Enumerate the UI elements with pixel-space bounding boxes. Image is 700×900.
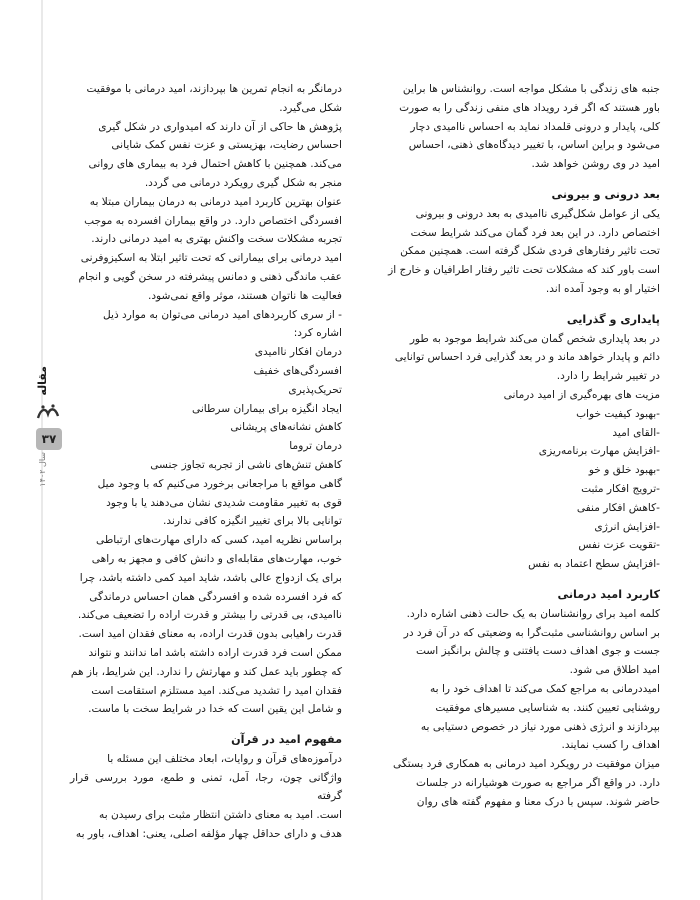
heading-stability: پایداری و گذرایی: [566, 312, 660, 326]
paragraph-line: جست و جوی اهداف دست یافتنی و چالش برانگیز است: [415, 645, 660, 658]
paragraph-line: خوب، مهارت‌های مقابله‌ای و دانش کافی و مجهز به راهی: [91, 552, 342, 565]
paragraph-line: براساس نظریه امید، کسی که دارای مهارت‌های ارتباطی: [96, 534, 342, 547]
paragraph-line: اختیار او به وجود آمده اند.: [545, 282, 660, 295]
paragraph-line: دارد. در واقع اگر مراجع به صورت هوشیارانه در جلسات: [415, 776, 660, 789]
paragraph-line: است. امید به معنای داشتن انتظار مثبت برای رسیدن به: [99, 809, 342, 822]
paragraph-line: منجر به شکل گیری رویکرد درمانی می گردد.: [144, 176, 342, 189]
paragraph-line: فعالیت ها ناتوان هستند، موثر واقع نمی‌شود.: [147, 289, 342, 302]
paragraph-line: است باور کند که مشکلات تحت تاثیر رفتار اطرافیان و خارج از: [388, 264, 660, 277]
paragraph-line: بپردازند و انرژی ذهنی مورد نیاز در خصوص دستیابی به: [420, 720, 660, 733]
right-intro: [388, 80, 660, 174]
paragraph-line: روشنایی تعیین کنند. به شناسایی مسیرهای موفقیت: [435, 701, 660, 714]
list-item: -بهبود خلق و خو: [588, 464, 660, 477]
list-item: -افزایش سطح اعتماد به نفس: [528, 558, 660, 571]
paragraph-line: گاهی مواقع با مراجعانی برخورد می‌کنیم که با وجود میل: [97, 477, 342, 490]
paragraph-line: حاضر شوند. سپس با درک معنا و مفهوم گفته های روان: [416, 795, 660, 808]
paragraph-line: هدف و دارای حداقل چهار مؤلفه اصلی، یعنی: اهداف، باور به: [75, 828, 342, 841]
heading-application: کاربرد امید درمانی: [557, 587, 660, 601]
paragraph-line: کلمه امید برای روانشناسان به یک حالت ذهنی اشاره دارد.: [406, 607, 660, 620]
heading-inner-outer: بعد درونی و بیرونی: [551, 187, 660, 201]
list-item: -القای امید: [612, 426, 660, 439]
paragraph-line: پژوهش ها حاکی از آن دارند که امیدواری در شکل گیری: [98, 120, 342, 133]
side-rule: [41, 0, 43, 900]
paragraph-line: باور هستند که اگر فرد رویداد های منفی زندگی را به صورت: [399, 101, 660, 114]
paragraph-line: دائم و پایدار خواهد ماند و در بعد گذرایی فرد احساس توانایی: [394, 351, 660, 364]
left-intro: [70, 80, 342, 343]
paragraph-line: جنبه های زندگی با مشکل مواجه است. روانشناس ها براین: [402, 83, 660, 95]
paragraph-line: امید اطلاق می شود.: [569, 664, 660, 677]
side-strip: [33, 0, 51, 900]
paragraph-line: بر اساس روانشناسی مثبت‌گرا به وضعیتی که در آن فرد در: [403, 626, 660, 639]
left-middle: [70, 475, 342, 719]
paragraph-line: شکل می‌گیرد.: [279, 101, 342, 114]
paragraph-line: قوی به تغییر مقاومت شدیدی نشان می‌دهند یا با وجود: [106, 496, 342, 509]
section-label: مقاله: [36, 366, 49, 396]
paragraph-line: تجربه مشکلات سخت واکنش بهتری به امید درمانی دارند.: [91, 233, 342, 246]
right-column: [388, 80, 660, 811]
left-column: [70, 80, 342, 844]
paragraph-line: برای یک ازدواج عالی باشد، شاید امید کمی داشته باشد، چرا: [79, 571, 342, 584]
paragraph-line: عقب ماندگی ذهنی و دمانس پیشرفته در سخن گویی و انجام: [78, 270, 342, 283]
paragraph-line: درآموزه‌های قرآن و روایات، ابعاد مختلف این مسئله با: [107, 752, 342, 765]
paragraph-line: در بعد پایداری شخص گمان می‌کند شرایط موجود به طور: [409, 332, 660, 345]
paragraph-line: توانایی بالا برای تغییر انگیزه کافی ندارند.: [162, 515, 342, 528]
heading-quran: مفهوم امید در قرآن: [231, 733, 342, 747]
paragraph-line: امید درمانی برای بیمارانی که تحت تاثیر ابتلا به اسکیزوفرنی: [80, 252, 342, 265]
section-inner-outer: [388, 205, 660, 299]
paragraph-line: که فرد افسرده شده و افسردگی همان احساس درماندگی: [89, 590, 342, 603]
paragraph-line: کلی، پایدار و درونی قلمداد نماید به احساس ناامیدی دچار: [410, 120, 660, 133]
benefits-list: [388, 405, 660, 574]
paragraph-line: اشاره کرد:: [293, 327, 342, 340]
list-item: افسردگی‌های خفیف: [253, 364, 342, 377]
paragraph-line: فقدان امید را تشدید می‌کند. امید مستلزم استقامت است: [91, 684, 342, 697]
list-item: -افزایش مهارت برنامه‌ریزی: [538, 445, 660, 458]
list-item: درمان تروما: [289, 440, 342, 453]
paragraph-line: درمانگر به انجام تمرین ها بپردازند، امید درمانی با موفقیت: [86, 83, 342, 95]
magazine-logo-icon: [35, 402, 61, 422]
paragraph-line: واژگانی چون، رجا، آمل، تمنی و طمع، مورد بررسی قرار گرفته: [70, 771, 342, 803]
paragraph-line: در تغییر شرایط را دارد.: [556, 370, 660, 383]
list-item: -کاهش افکار منفی: [576, 501, 660, 514]
paragraph-line: که چطور باید عمل کند و مهارتش را ندارد. این شرایط، باز هم: [70, 665, 342, 678]
list-item: -ترویج افکار مثبت: [581, 482, 660, 495]
list-item: کاهش تنش‌های ناشی از تجربه تجاوز جنسی: [150, 458, 342, 471]
paragraph-line: اهداف را کسب نمایند.: [561, 739, 660, 752]
uses-list: [70, 343, 342, 475]
section-quran: [70, 750, 342, 844]
paragraph-line: افسردگی اختصاص دارد. در واقع بیماران افسرده به موجب: [84, 214, 342, 227]
list-item: -افزایش انرژی: [594, 520, 660, 533]
paragraph-line: امید در وی روشن خواهد شد.: [531, 158, 660, 171]
issue-label: سال ۱۴۰۲: [38, 452, 47, 487]
paragraph-line: می‌شود و براین اساس، با تغییر دیدگاه‌های ذهنی، احساس: [408, 139, 660, 152]
paragraph-line: احساس رضایت، بهزیستی و عزت نفس کمک شایانی: [111, 139, 342, 152]
paragraph-line: می‌کند. همچنین با کاهش احتمال فرد به بیماری های روانی: [88, 158, 342, 171]
section-application: [388, 605, 660, 812]
paragraph-line: میزان موفقیت در رویکرد امید درمانی به همکاری فرد بستگی: [393, 758, 660, 771]
list-item: درمان افکار ناامیدی: [254, 346, 342, 359]
page-number: ۳۷: [36, 428, 62, 450]
list-item: ایجاد انگیزه برای بیماران سرطانی: [191, 402, 342, 415]
paragraph-line: قدرت راهیابی بدون قدرت اراده، به معنای فقدان امید است.: [78, 628, 342, 641]
paragraph-line: و شامل این یقین است که خدا در شرایط سخت با ماست.: [88, 703, 342, 716]
paragraph-line: اختصاص دارد. در این بعد فرد گمان می‌کند شرایط سخت: [410, 226, 660, 239]
paragraph-line: تحت تاثیر رفتارهای فردی شکل گرفته است. همچنین ممکن: [400, 245, 660, 258]
paragraph-line: - از سری کاربردهای امید درمانی می‌توان به موارد ذیل: [103, 308, 342, 321]
paragraph-line: عنوان بهترین کاربرد امید درمانی به درمان بیماران مبتلا به: [89, 195, 342, 208]
list-item: -بهبود کیفیت خواب: [576, 407, 660, 420]
list-item: تحریک‌پذیری: [288, 383, 342, 396]
paragraph-line: امیددرمانی به مراجع کمک می‌کند تا اهداف خود را به: [429, 682, 660, 695]
paragraph-line: ممکن است فرد قدرت اراده داشته باشد اما ندانند و نتواند: [88, 646, 342, 659]
paragraph-line: ناامیدی، بی قدرتی را بیشتر و قدرت اراده را تضعیف می‌کند.: [77, 609, 342, 622]
section-stability: [388, 330, 660, 386]
paragraph-line: یکی از عوامل شکل‌گیری ناامیدی به بعد درونی و بیرونی: [415, 207, 660, 220]
list-item: -تقویت عزت نفس: [578, 539, 660, 552]
benefits-heading: مزیت های بهره‌گیری از امید درمانی: [503, 388, 660, 401]
list-item: کاهش نشانه‌های پریشانی: [230, 421, 342, 434]
